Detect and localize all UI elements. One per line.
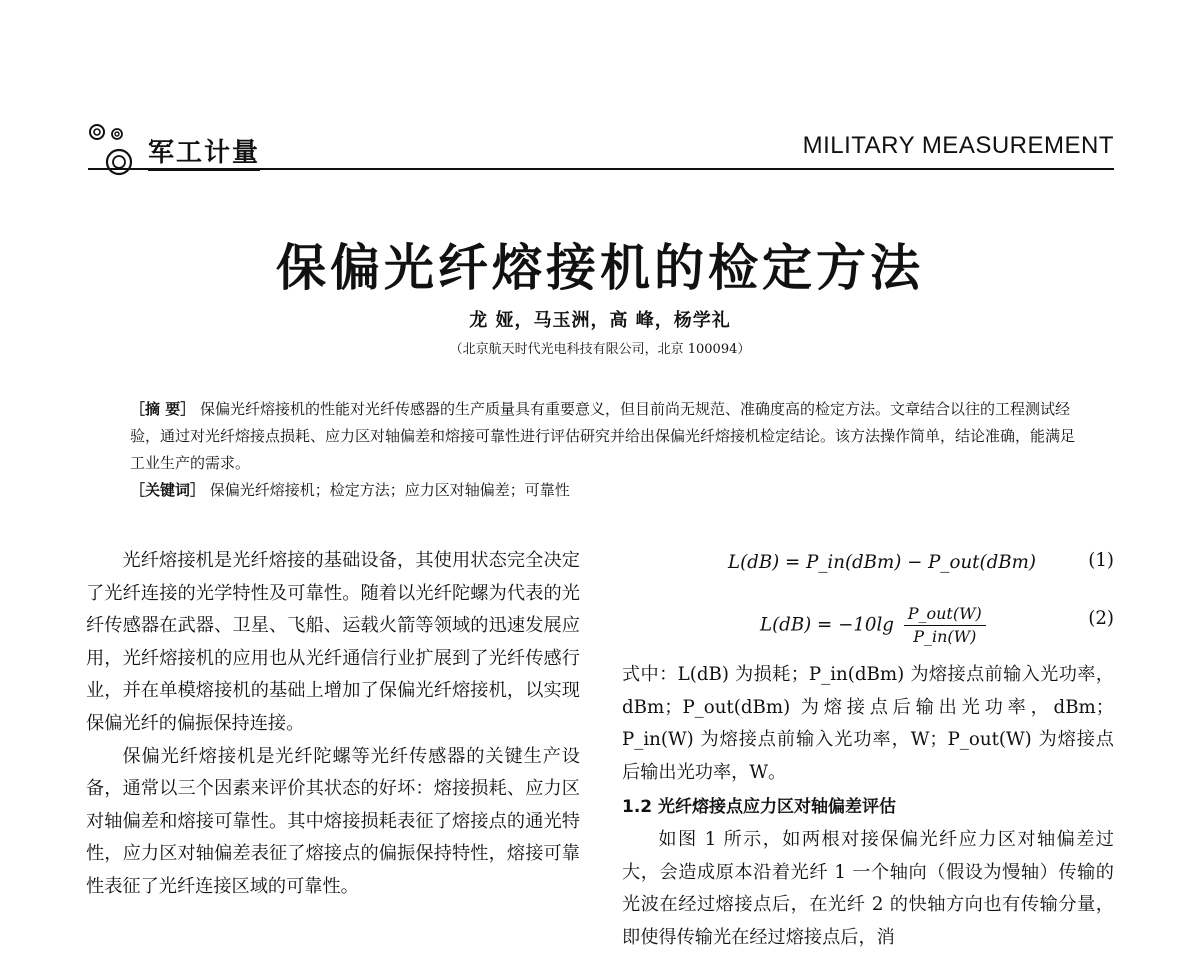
equation-1 bbox=[622, 545, 1114, 585]
section-paragraph: 如图 1 所示，如两根对接保偏光纤应力区对轴偏差过大，会造成原本沿着光纤 1 一个轴向（假设为慢轴）传输的光波在经过熔接点后，在光纤 2 的快轴方向也有传输分量，即使得传输光在经过熔接点后，消 bbox=[622, 828, 1114, 948]
abstract-text: 保偏光纤熔接机的性能对光纤传感器的生产质量具有重要意义，但目前尚无规范、准确度高的检定方法。文章结合以往的工程测试经验，通过对光纤熔接点损耗、应力区对轴偏差和熔接可靠性进行评估研究并给出保偏光纤熔接机检定结论。该方法操作简单，结论准确，能满足工业生产的需求。 bbox=[130, 400, 1076, 472]
article-authors: 龙 娅，马玉洲，高 峰，杨学礼 bbox=[469, 310, 731, 331]
abstract-paragraph bbox=[130, 396, 1080, 477]
keywords-text: 保偏光纤熔接机；检定方法；应力区对轴偏差；可靠性 bbox=[209, 481, 570, 499]
left-column bbox=[86, 545, 580, 904]
keywords-label: ［关键词］ bbox=[130, 481, 206, 499]
article-title: 保偏光纤熔接机的检定方法 bbox=[276, 239, 924, 297]
equation-2-fraction bbox=[904, 603, 986, 648]
equation-2-denominator: P_in(W) bbox=[913, 627, 977, 646]
equation-2-number: (2) bbox=[1088, 608, 1114, 629]
body-paragraph-2: 保偏光纤熔接机是光纤陀螺等光纤传感器的关键生产设备，通常以三个因素来评价其状态的好坏：熔接损耗、应力区对轴偏差和熔接可靠性。其中熔接损耗表征了熔接点的通光特性，应力区对轴偏差表征了熔接点的偏振保持特性，熔接可靠性表征了光纤连接区域的可靠性。 bbox=[86, 745, 580, 897]
author-affiliation: （北京航天时代光电科技有限公司，北京 100094） bbox=[449, 342, 751, 357]
journal-logo-icon bbox=[88, 120, 148, 180]
equation-1-number: (1) bbox=[1088, 550, 1114, 571]
equation-2-prefix: L(dB) = −10lg bbox=[760, 614, 894, 636]
body-paragraph-1: 光纤熔接机是光纤熔接的基础设备，其使用状态完全决定了光纤连接的光学特性及可靠性。随着以光纤陀螺为代表的光纤传感器在武器、卫星、飞船、运载火箭等领域的迅速发展应用，光纤熔接机的应用也从光纤通信行业扩展到了光纤传感行业，并在单模熔接机的基础上增加了保偏光纤熔接机，以实现保偏光纤的偏振保持连接。 bbox=[86, 550, 580, 734]
equation-2-body bbox=[760, 603, 986, 648]
equation-2-numerator: P_out(W) bbox=[904, 603, 986, 626]
equation-2 bbox=[622, 591, 1114, 653]
equation-definitions: 式中：L(dB) 为损耗；P_in(dBm) 为熔接点前输入光功率，dBm；P_out(dBm) 为熔接点后输出光功率，dBm；P_in(W) 为熔接点前输入光功率，W；P_out(W) 为熔接点后输出光功率，W。 bbox=[622, 664, 1114, 783]
journal-header bbox=[88, 120, 1114, 170]
equation-1-body: L(dB) = P_in(dBm) − P_out(dBm) bbox=[728, 552, 1036, 573]
keywords-paragraph bbox=[130, 477, 1080, 504]
section-heading: 1.2 光纤熔接点应力区对轴偏差评估 bbox=[622, 797, 897, 818]
abstract-block bbox=[130, 396, 1080, 504]
right-column bbox=[622, 545, 1114, 954]
journal-name-english: MILITARY MEASUREMENT bbox=[802, 132, 1114, 159]
abstract-label: ［摘 要］ bbox=[130, 400, 196, 418]
journal-name: 军工计量 bbox=[148, 132, 260, 171]
